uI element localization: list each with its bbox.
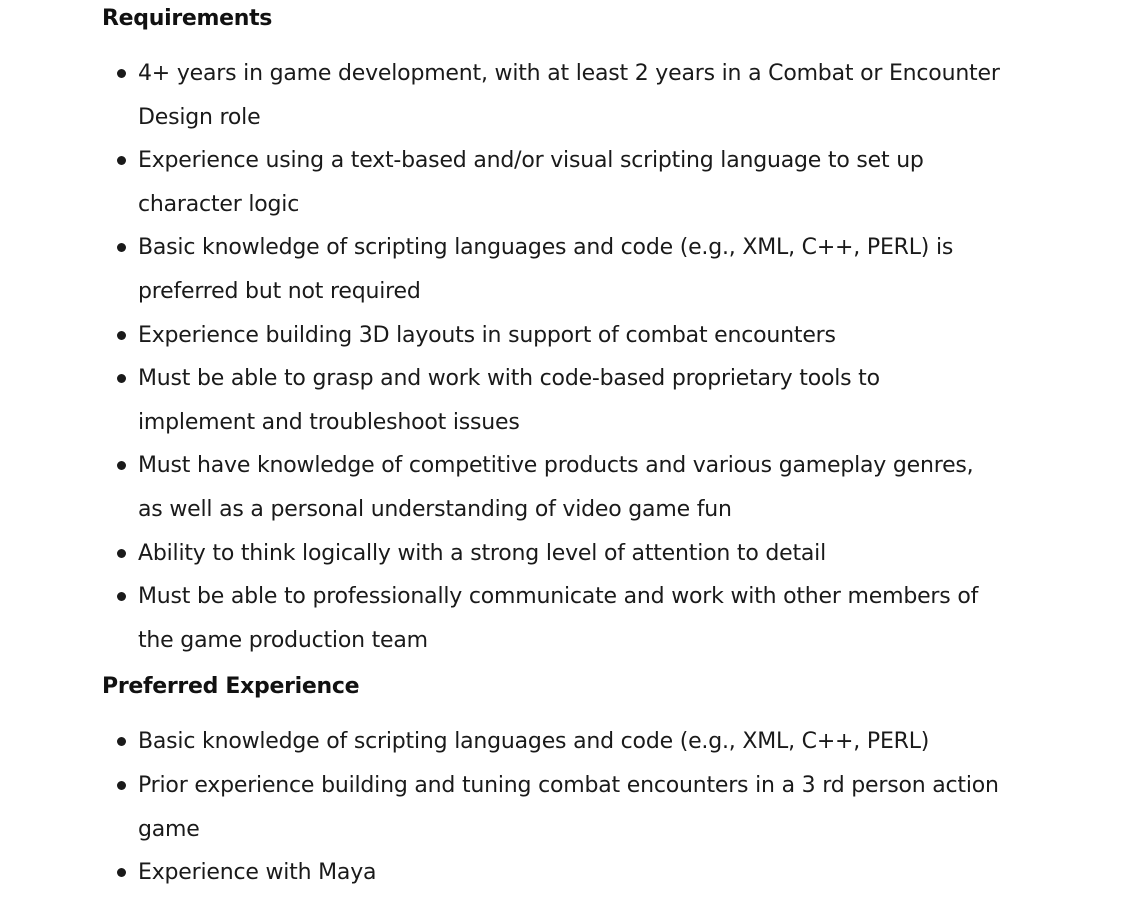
bullet-icon (117, 69, 126, 78)
list-item-text: Basic knowledge of scripting languages and code (e.g., XML, C++, PERL) (138, 729, 930, 755)
list-item (102, 720, 1002, 764)
list-item-text: Experience using a text-based and/or visual scripting language to set up character logic (138, 148, 924, 217)
bullet-icon (117, 461, 126, 470)
preferred-experience-list (102, 720, 1002, 894)
list-item-text: Must have knowledge of competitive products and various gameplay genres, as well as a personal understanding of video game fun (138, 453, 974, 522)
list-item (102, 851, 1002, 895)
requirements-heading: Requirements (102, 6, 273, 31)
bullet-icon (117, 156, 126, 165)
bullet-icon (117, 243, 126, 252)
list-item-text: Experience building 3D layouts in support of combat encounters (138, 322, 836, 348)
list-item (102, 139, 1002, 226)
list-item (102, 764, 1002, 851)
list-item (102, 357, 1002, 444)
bullet-icon (117, 592, 126, 601)
requirements-list (102, 52, 1002, 662)
list-item (102, 444, 1002, 531)
list-item (102, 314, 1002, 358)
bullet-icon (117, 868, 126, 877)
bullet-icon (117, 781, 126, 790)
list-item-text: Experience with Maya (138, 860, 377, 886)
preferred-experience-heading: Preferred Experience (102, 674, 360, 700)
list-item (102, 226, 1002, 313)
bullet-icon (117, 549, 126, 558)
list-item-text: 4+ years in game development, with at least 2 years in a Combat or Encounter Design role (138, 61, 1000, 130)
list-item-text: Ability to think logically with a strong level of attention to detail (138, 540, 827, 566)
list-item (102, 532, 1002, 576)
bullet-icon (117, 331, 126, 340)
bullet-icon (117, 737, 126, 746)
list-item-text: Must be able to grasp and work with code-based proprietary tools to implement and troubleshoot issues (138, 366, 880, 435)
job-description-content (102, 0, 1002, 895)
list-item-text: Must be able to professionally communicate and work with other members of the game production team (138, 584, 979, 653)
list-item (102, 575, 1002, 662)
bullet-icon (117, 374, 126, 383)
list-item (102, 52, 1002, 139)
list-item-text: Prior experience building and tuning combat encounters in a 3 rd person action game (138, 772, 999, 842)
list-item-text: Basic knowledge of scripting languages and code (e.g., XML, C++, PERL) is preferred but not required (138, 235, 954, 304)
